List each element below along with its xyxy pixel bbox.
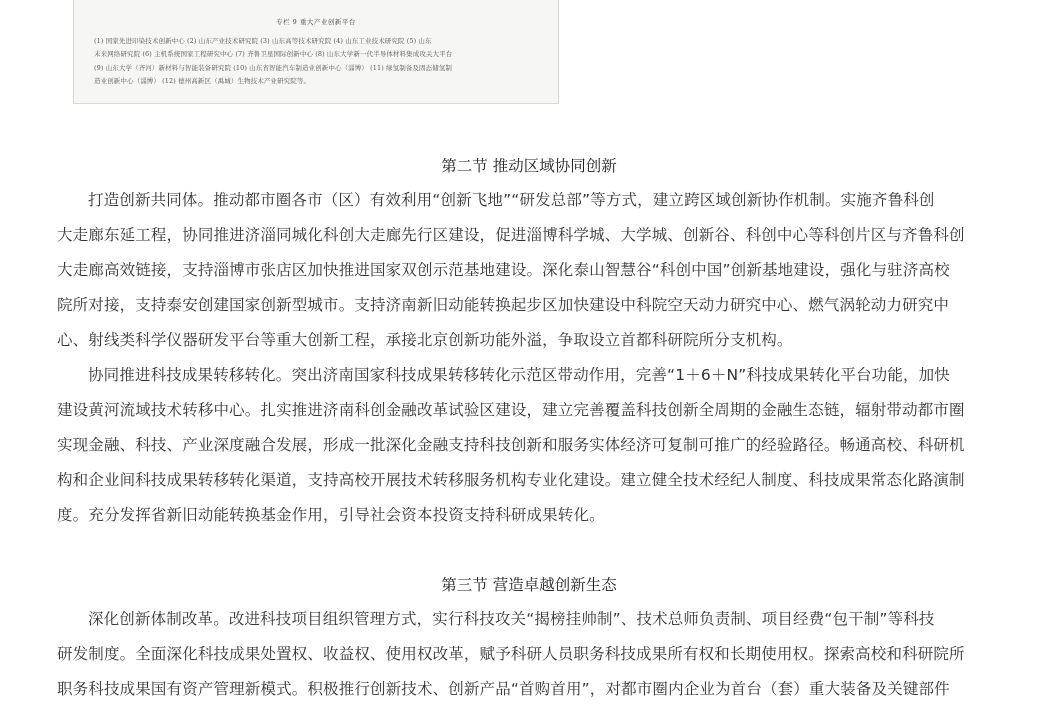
- paragraph-line: 职务科技成果国有资产管理新模式。积极推行创新技术、创新产品“首购首用”，对都市圈内企业为首台（套）重大装备及关键部件: [57, 680, 950, 698]
- paragraph-line: 深化创新体制改革。改进科技项目组织管理方式，实行科技攻关“揭榜挂帅制”、技术总师负责制、项目经费“包干制”等科技: [88, 610, 935, 628]
- paragraph-line: 协同推进科技成果转移转化。突出济南国家科技成果转移转化示范区带动作用，完善“1＋6＋N”科技成果转化平台功能，加快: [88, 366, 950, 384]
- special-column-box-image: [73, 0, 559, 104]
- box-line: 未来网络研究院 (6) 主机系统国家工程研究中心 (7) 齐鲁卫星国际创新中心 (8) 山东大学新一代半导体材料集成攻关大平台: [94, 50, 453, 59]
- paragraph-line: 大走廊东延工程，协同推进济淄同城化科创大走廊先行区建设，促进淄博科学城、大学城、创新谷、科创中心等科创片区与齐鲁科创: [57, 226, 965, 244]
- box-line: (1) 国家先进印染技术创新中心 (2) 山东产业技术研究院 (3) 山东高等技术研究院 (4) 山东工业技术研究院 (5) 山东: [94, 37, 432, 45]
- box-title: 专栏 9 重大产业创新平台: [276, 18, 356, 26]
- paragraph-line: 构和企业间科技成果转移转化渠道，支持高校开展技术转移服务机构专业化建设。建立健全技术经纪人制度、科技成果常态化路演制: [57, 471, 965, 489]
- paragraph-line: 心、射线类科学仪器研发平台等重大创新工程，承接北京创新功能外溢，争取设立首都科研院所分支机构。: [57, 331, 793, 349]
- paragraph-line: 建设黄河流域技术转移中心。扎实推进济南科创金融改革试验区建设，建立完善覆盖科技创新全周期的金融生态链，辐射带动都市圈: [57, 401, 965, 419]
- paragraph-line: 大走廊高效链接，支持淄博市张店区加快推进国家双创示范基地建设。深化泰山智慧谷“科创中国”创新基地建设，强化与驻济高校: [57, 261, 950, 279]
- box-line: 造业创新中心（淄博） (12) 德州高新区（禹城）生物技术产业研究院等。: [94, 77, 311, 86]
- paragraph-line: 院所对接，支持泰安创建国家创新型城市。支持济南新旧动能转换起步区加快建设中科院空天动力研究中心、燃气涡轮动力研究中: [57, 296, 950, 314]
- paragraph-line: 实现金融、科技、产业深度融合发展，形成一批深化金融支持科技创新和服务实体经济可复制可推广的经验路径。畅通高校、科研机: [57, 436, 965, 454]
- paragraph-line: 打造创新共同体。推动都市圈各市（区）有效利用“创新飞地”“研发总部”等方式，建立跨区域创新协作机制。实施齐鲁科创: [88, 191, 935, 209]
- paragraph-line: 度。充分发挥省新旧动能转换基金作用，引导社会资本投资支持科研成果转化。: [57, 506, 605, 524]
- section-title: 第三节 营造卓越创新生态: [441, 576, 617, 594]
- box-line: (9) 山东大学（齐河）新材料与智能装备研究院 (10) 山东省智能汽车制造业创新中心（淄博） (11) 绿氢制备及固态储氢制: [94, 63, 453, 72]
- paragraph-line: 研发制度。全面深化科技成果处置权、收益权、使用权改革，赋予科研人员职务科技成果所有权和长期使用权。探索高校和科研院所: [57, 645, 965, 663]
- box-content: [94, 35, 550, 89]
- section-title: 第二节 推动区域协同创新: [441, 157, 617, 175]
